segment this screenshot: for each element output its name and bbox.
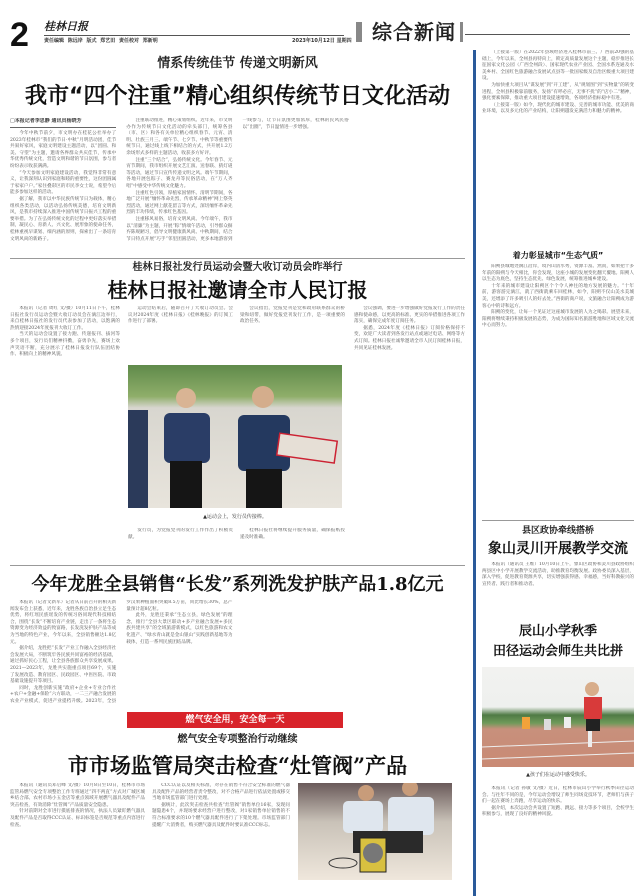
continued-article-intro [482,50,634,248]
safety-banner: 燃气安全用，安全每一天 [127,712,343,728]
brief1-headline: 象山灵川开展教学交流 [488,541,628,557]
paragraph: 针对前期对全市进行摸底排查的情况，执法人员紧盯燃气器具及配件产品是否取得CCC认证、标识标签是否规范等重点内容进行检查。 [10,809,145,828]
article2-col2-bottom [128,528,233,556]
issue-date: 2023年10月12日 星期四 [292,38,352,44]
paragraph: 发行员，为党报党刊的发行工作作出了积极贡献。 [128,528,233,540]
divider [10,258,465,259]
paragraph: 今年中秋节前夕，市文明办在桂花公社举办了2023年桂林市“我们的节日·中秋”月明活动团，佳节共叙好家风，家庭文明建设主题活动，以“团圆、和美、守望”为主题，邀请各界群众共庆佳节，传承中华优秀传统文化，营造文明和谐的节日氛围，参与者纷纷表示收获满满。 [10,131,117,169]
photo-caption: ▲运动会上，发行员传接棒。 [203,514,267,520]
inspection-photo [298,783,452,880]
photo-inspectors-illustration [298,783,452,880]
paragraph: 据介绍，龙胜把“长发”产业工作融入全县经济社会发展大局，不断筑牢各民族共同富裕的经济基础，通过抓好民心工程，让全县各族群众共享发展成果。2021—2023年，龙胜共实施重点项目69个，实施了发展改造、教育园区、民政园区、中医医院、市政基础设施提升等项目。 [10,646,117,685]
article3-headline: 今年龙胜全县销售“长发”系列洗发护肤产品1.8亿元 [31,574,444,595]
divider [10,565,465,566]
relay-photo [128,365,342,508]
paragraph: （上接第一版）在2022年县域经济进入桂林市前三、广西前20强的基础上，今年以来，全州县再特向上，锁定高质量发展这个主题，稳步推进长征国家文化公园（广西全州段）、国家现代农业产业园、全国水系连通及水美乡村、全国红色旅游融合发展试点县等一批国家级及自治区级重大项目建设。 [482,50,634,82]
editors-credit: 责任编辑 陈远岸 版式 郑艺田 责任校对 郑新明 [44,38,158,44]
brief2-headline-line1: 辰山小学秋季 [518,624,597,639]
section-bar [460,22,463,42]
section-title: 综合新闻 [372,20,456,44]
paragraph: 据统计，此次突击检查共检查“灶管阀”销售单位16家，发现问题隐患4个，并现场要求经营户进行整改，对1家销售单位销售的不符合标准要求的10个燃气器具配件进行了下架处理。市场监管部门提醒广大消费者，购买燃气器具及配件时要认准CCC标志。 [152,802,290,828]
right-subhead: 着力彰显城市“生态气质” [512,251,604,260]
paragraph: 阳朔的变化，让每一个见证过这座城市发展的人为之喝彩。展望未来，阳朔将继续秉持积极发展的态势，为成为国际知名旅游胜地和区域文化交流中心而努力。 [482,310,634,329]
paragraph: 据悉，2024年度《桂林日报》订阅价格保持不变，欢迎广大读者到各发行站点或通过电话、网络等方式订阅。桂林日报社诚挚邀请全市人民订阅桂林日报，共同见证桂林发展。 [354,325,465,351]
brief2-body [482,786,634,896]
paragraph: 会议强调，要进一步增强做好党报发行工作的责任感和使命感，以更高的标准、更实的举措推进各项工作落实，确保完成年度订阅任务。 [354,306,465,325]
brief2-headline-line2: 田径运动会师生共比拼 [492,644,623,659]
column-divider [473,50,476,896]
article4-kicker: 燃气安全专项整治行动继续 [177,734,298,745]
article4-col2 [152,783,290,896]
paragraph: 注重移风易俗，培育文明风尚。今年端午，我市以“清廉”为主题，开展“粽”情端午活动，引导群众摒弃陈规陋习，倡导文明健康新风尚。中秋期间，结合节日特点开展“巧手”邻里团圆活动，更多本地游客到一线参与，让节日氛围更加浓厚，桂林的民风民俗以“出圈”，节日温情进一步增强。 [126,118,349,242]
article2-headline: 桂林日报社邀请全市人民订报 [107,278,368,302]
article2-col3-bottom [240,528,345,556]
article2-col1 [10,306,120,556]
paragraph: 桂林日报社将继续提升服务质量，确保报纸投递及时准确。 [240,528,345,540]
article1-headline: 我市“四个注重”精心组织传统节日文化活动 [25,84,450,109]
paragraph: 注重红色引领，厚植家国情怀。清明节期间，各地广泛开展“缅怀革命先烈，传承革命精神”网上祭英烈活动，通过网上献花留言等方式，深切缅怀革命先烈的丰功伟绩，传承红色基因。 [126,190,233,216]
photo-caption: ▲孩子们在运动中感受快乐。 [526,772,590,778]
paragraph: 据了解，我市以中华民族传统节日为载体，精心组织各类活动，以活动弘扬传统美德，培育文明新风，是我市持续深入推进中国传统节日振兴工程的重要举措。为了在弘扬传统文化的过程中更好落实举措制，凝民心、育新人、兴文化、展形象的使命任务，桂林重视早谋划、细内涵的原则，探索出了一条培育文明风尚的新路子。 [10,196,117,242]
article4-headline: 市市场监管局突击检查“灶管阀”产品 [67,753,408,778]
paragraph: 本报讯（记者文新军）记者从日前召开的相关新闻发布会上获悉，近年来，龙胜各族自治县立足生态优势，将红瑶民族瑶发的传统习俗同现代科技相结合，围绕“长发”不断培育产业链，走出了一条将生态资源变为经济效益的致富路，长发洗发护肤产品等成为当地的特色产业，今年以来，全县销售额达1.8亿元。 [10,600,117,645]
article2-col4 [354,306,465,556]
paragraph: 本报讯（记者 周红 文/摄）10月11日下午，桂林日报社发行员运动会暨大收订动员会在漓江边举行，来自桂林日报社的发行员代表参加了活动，以饱满的热情迎接2024年度报刊大收订工作。 [10,306,120,331]
paragraph: 本报讯（记者 孙敏 文/摄）近日，桂林市辰山小学举行秋季田径运动会。与往年不同的是，今年运动会增设了师生同场竞技环节，老师们与孩子们一起在赛场上奔跑，尽享运动的快乐。 [482,786,634,805]
paragraph: “今天参加文明家庭建设活动，我觉得非常有意义，让我深刻认识到家庭和睦的重要性，这份团圆属于家家户户。”家住叠彩区的市民李女士说，希望今后能多参加这样的活动。 [10,170,117,196]
paragraph: 当天的运动会设置了接力跑、传递报刊、拔河等多个项目，发行员们精神抖擞，奋勇争先，赛场上欢声笑语不断，充分展示了桂林日报发行队伍团结协作、积极向上的精神风貌。 [10,332,120,358]
paragraph: 注重联动推进，精心策划组织。近年来，市文明办作为传统节日文化活动的牵头部门，统筹各县（市、区）和各有关单位精心组织春节、元宵、清明、壮族三月三、端午节、七夕节、中秋节等重要传统节日，通过线上线下相结合的方式，共开展1.2万余场形式多样的主题活动，收获多方好评。 [126,118,233,156]
right-article-body [482,264,634,514]
section-bar [356,22,362,42]
photo-running-children-illustration [482,667,634,767]
paragraph: 十年来的城市建设让阳朔区个个令人神往的地方发展的魅力。“十年前，游客游完漓江，就了西街就乘车回桂林，如今，阳朔不仅山美水美城美，还增添了许多吸引人的好去处。”西街的商户说，文旅融合让阳朔成为游客心中的诗和远方。 [482,283,634,309]
paragraph: 阳朔县城地处漓江沿岸，境内山清水秀，资源丰富。然而，如果把十多年前的阳朔与今天相比，你会发现，这座小城的发展变化翻天覆地。阳朔人以生态为底色，坚持生态优先、绿色发展，统筹推进城乡建设。 [482,264,634,283]
page-number: 2 [10,16,29,54]
paragraph: 此外，龙胜还秉承“生态立县，绿色发展”的理念，推行“全县大景区联动+多产业融合发展+多民族共建共享”的全域旅游新模式，以红色旅游和农文化遗产、“绿水青山就是金山银山”实践创新基地等为载体，打造一系列民族团结品牌。 [126,613,233,645]
article1-body [10,118,465,255]
paragraph: 同时，龙胜创新实施“政府+企业+专业合作社+农户+金融+保险”六方联动，一二三产融合发展的农业产业模式，促进产业提档升级。2023年，全县罗汉果种植面积突破8.5万亩，同比增长30%，总产量预计超8亿粒。 [10,600,233,704]
photo-people-illustration [128,365,342,508]
article1-kicker: 情系传统佳节 传递文明新风 [157,56,318,71]
header-rule [44,35,344,36]
paragraph: 本报讯（通讯员邓启峰 文/摄）10月8日至10日，桂林市市场监管局燃气安全专项整治工作专班通过“四不两直”方式对广城区城乡结合部、农村市场小五金店等重点领域开展燃气器具及配件产品突击检查，有效消除“灶管阀”产品质量安全隐患。 [10,783,145,808]
paragraph: 会议指出，党报党刊是党和政府联系群众的桥梁和纽带，做好党报党刊发行工作，是一项重要的政治任务。 [240,306,345,325]
article3-body [10,600,465,706]
article2-col3 [240,306,345,362]
brief1-kicker: 县区政协牵线搭桥 [521,526,594,536]
paragraph: （上接第一版）如今，现代化的城市建设、完善的城市功能、优美的商业环境，以及多元化的产业结构，让阳朔越发充满活力和魅力的精神。 [482,102,634,115]
paragraph: CCC认证以及相关标准，对存在销售不符合安全标准的燃气器具及配件产品的经营者责令整改，对不合格产品进行依法处置或移交当地市场监管部门进行处理。 [152,783,290,802]
paragraph: 注重“三个结合”，弘扬传统文化。今年春节、元宵节期间，我市组织开展文艺汇演、送春联、猜灯谜等活动，通过节日宣传传递文明之风。端午节期间，各地开展包粽子、赛龙舟等民俗活动，在“万人齐唱”中感受中华传统文化魅力。 [126,157,233,189]
paragraph: 运动会结束后，随即召开了大收订动员会。会议对2024年度《桂林日报》《桂林晚报》的订阅工作进行了部署。 [128,306,233,325]
newspaper-logo: 桂林日报 [44,20,88,33]
header-rule [465,34,630,35]
article2-kicker: 桂林日报社发行员运动会暨大收订动员会昨举行 [132,262,343,273]
article4-col1 [10,783,145,896]
divider [482,520,634,521]
brief1-body [482,562,634,617]
sports-day-photo [482,667,634,767]
article1-byline: □本报记者李思静 通讯员杨晓芳 [10,118,116,128]
paragraph: 本报讯（通讯员 王维）10月10日上午，象山区政协和灵川县政协组织两县区中小学开展教学交流活动，助推教育均衡发展。政协委员深入基层，深入学校，促进教育资源共享，切实增强获得感、幸福感，当好科教振兴的宣传者、践行者和推动者。 [482,562,634,587]
article2-col2 [128,306,233,362]
paragraph: 据介绍，本次运动会共设置了短跑、跳远、接力等多个项目，全校学生积极参与，展现了良好的精神风貌。 [482,805,634,818]
paragraph: 为加快重大项目从“谋发展”到“开工建”，从“规划图”到“实物量”的转变进程，全州县积极靠前服务，发扬“有呼必应，无事不扰”的“店小二”精神，强化要素保障，推动重大项目建设提速增效，各项经济指标稳中有进。 [482,82,634,102]
